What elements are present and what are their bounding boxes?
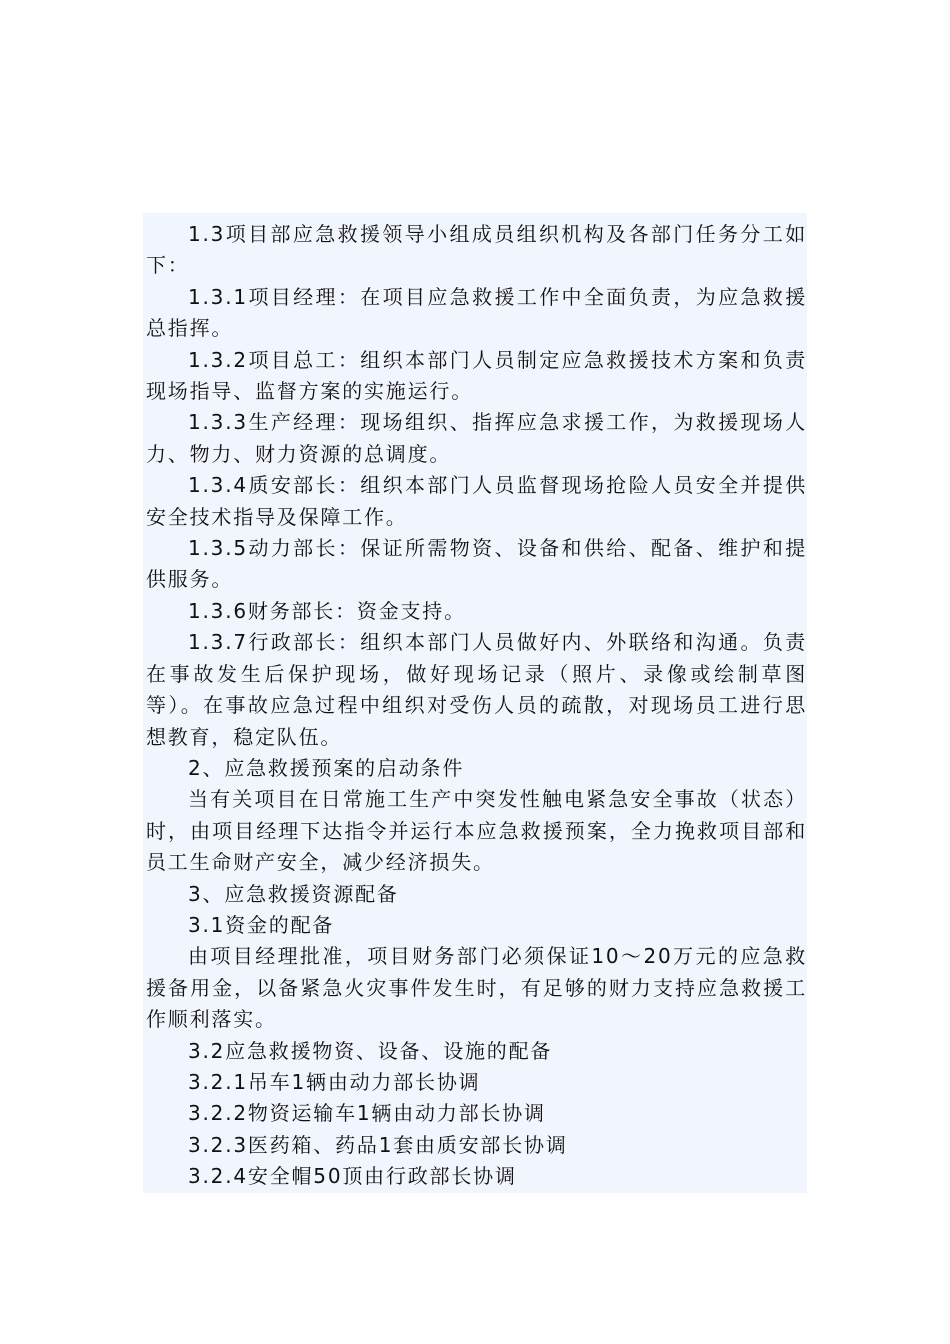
paragraph-1-3-7: 1.3.7行政部长：组织本部门人员做好内、外联络和沟通。负责在事故发生后保护现场，做好现场记录（照片、录像或绘制草图等）。在事故应急过程中组织对受伤人员的疏散，对现场员工进行思想教育，稳定队伍。: [146, 630, 807, 749]
paragraph-1-3-5: 1.3.5动力部长：保证所需物资、设备和供给、配备、维护和提供服务。: [146, 536, 807, 592]
paragraph-1-3: 1.3项目部应急救援领导小组成员组织机构及各部门任务分工如下：: [146, 222, 807, 278]
item-3-2-3: 3.2.3医药箱、药品1套由质安部长协调: [188, 1132, 568, 1157]
heading-section-2: 2、应急救援预案的启动条件: [188, 755, 465, 780]
item-3-2-1: 3.2.1吊车1辆由动力部长协调: [188, 1069, 481, 1094]
heading-3-2: 3.2应急救援物资、设备、设施的配备: [188, 1038, 553, 1063]
paragraph-3-1: 由项目经理批准，项目财务部门必须保证10～20万元的应急救援备用金，以备紧急火灾事件发生时，有足够的财力支持应急救援工作顺利落实。: [146, 944, 807, 1032]
paragraph-1-3-4: 1.3.4质安部长：组织本部门人员监督现场抢险人员安全并提供安全技术指导及保障工作。: [146, 473, 807, 529]
heading-3-1: 3.1资金的配备: [188, 912, 335, 937]
paragraph-1-3-3: 1.3.3生产经理：现场组织、指挥应急求援工作，为救援现场人力、物力、财力资源的总调度。: [146, 410, 807, 466]
paragraph-1-3-6: 1.3.6财务部长：资金支持。: [188, 598, 466, 623]
paragraph-section-2: 当有关项目在日常施工生产中突发性触电紧急安全事故（状态）时，由项目经理下达指令并运行本应急救援预案，全力挽救项目部和员工生命财产安全，减少经济损失。: [146, 787, 807, 875]
document-text-block: [143, 213, 807, 1193]
heading-section-3: 3、应急救援资源配备: [188, 881, 399, 906]
item-3-2-2: 3.2.2物资运输车1辆由动力部长协调: [188, 1101, 546, 1126]
item-3-2-4: 3.2.4安全帽50顶由行政部长协调: [188, 1164, 517, 1189]
paragraph-1-3-2: 1.3.2项目总工：组织本部门人员制定应急救援技术方案和负责现场指导、监督方案的实施运行。: [146, 347, 807, 404]
paragraph-1-3-1: 1.3.1项目经理：在项目应急救援工作中全面负责，为应急救援总指挥。: [146, 284, 807, 341]
